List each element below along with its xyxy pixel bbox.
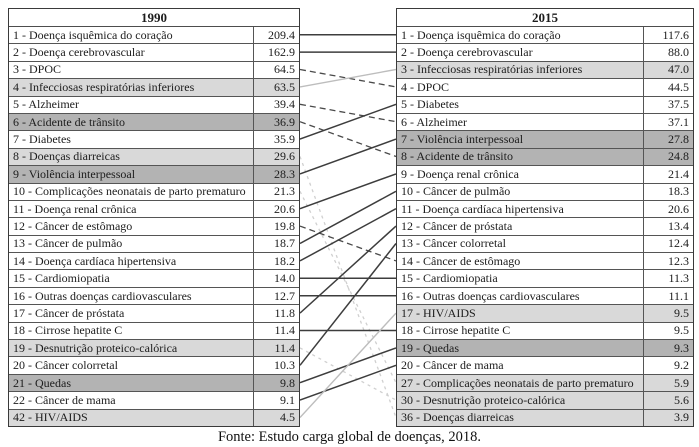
disease-label: 13 - Câncer de pulmão (9, 236, 254, 252)
disease-label: 7 - Violência interpessoal (397, 131, 644, 147)
connection-line (300, 122, 396, 157)
table-row (397, 166, 693, 183)
table-1990-header: 1990 (9, 9, 299, 27)
disease-value: 14.0 (274, 271, 295, 286)
table-row (397, 270, 693, 287)
connection-line (300, 313, 396, 417)
disease-label: 30 - Desnutrição proteico-calórica (397, 392, 644, 408)
disease-label: 20 - Câncer de mama (397, 357, 644, 373)
disease-value: 9.1 (280, 392, 295, 407)
table-row (397, 27, 693, 44)
disease-value: 88.0 (668, 45, 689, 60)
table-1990 (8, 8, 300, 427)
disease-label: 1 - Doença isquêmica do coração (397, 27, 644, 43)
disease-label: 6 - Acidente de trânsito (9, 114, 254, 130)
disease-label: 21 - Quedas (9, 375, 254, 391)
disease-label: 22 - Câncer de mama (9, 392, 254, 408)
disease-value: 27.8 (668, 132, 689, 147)
table-2015 (396, 8, 694, 427)
disease-value: 39.4 (274, 97, 295, 112)
connection-line (300, 139, 396, 174)
table-row (397, 253, 693, 270)
disease-label: 14 - Doença cardíaca hipertensiva (9, 253, 254, 269)
connection-line (300, 104, 396, 139)
table-row (397, 375, 693, 392)
disease-label: 12 - Câncer de estômago (9, 218, 254, 234)
disease-value: 11.4 (274, 323, 295, 338)
table-row (397, 218, 693, 235)
connection-line (300, 174, 396, 209)
disease-value: 11.3 (668, 271, 689, 286)
table-row (9, 410, 299, 426)
disease-value: 117.6 (662, 27, 689, 42)
table-row (9, 288, 299, 305)
table-row (397, 392, 693, 409)
table-row (9, 131, 299, 148)
table-row (397, 44, 693, 61)
table-row (397, 323, 693, 340)
disease-label: 36 - Doenças diarreicas (397, 410, 644, 426)
disease-value: 10.3 (274, 358, 295, 373)
disease-value: 12.4 (668, 236, 689, 251)
disease-label: 16 - Outras doenças cardiovasculares (397, 288, 644, 304)
table-row (397, 340, 693, 357)
table-row (9, 253, 299, 270)
table-row (9, 149, 299, 166)
disease-label: 27 - Complicações neonatais de parto prematuro (397, 375, 644, 391)
table-row (9, 323, 299, 340)
table-row (397, 410, 693, 426)
disease-label: 8 - Doenças diarreicas (9, 149, 254, 165)
disease-label: 2 - Doença cerebrovascular (9, 44, 254, 60)
disease-value: 11.4 (274, 340, 295, 355)
disease-value: 9.8 (280, 375, 295, 390)
disease-label: 19 - Desnutrição proteico-calórica (9, 340, 254, 356)
connection-line (300, 226, 396, 313)
disease-value: 24.8 (668, 149, 689, 164)
disease-value: 29.6 (274, 149, 295, 164)
disease-value: 11.8 (274, 305, 295, 320)
disease-label: 42 - HIV/AIDS (9, 410, 254, 426)
disease-value: 21.4 (668, 166, 689, 181)
disease-value: 5.9 (674, 375, 689, 390)
disease-label: 9 - Doença renal crônica (397, 166, 644, 182)
disease-value: 37.5 (668, 97, 689, 112)
disease-label: 16 - Outras doenças cardiovasculares (9, 288, 254, 304)
disease-label: 11 - Doença renal crônica (9, 201, 254, 217)
table-row (9, 44, 299, 61)
disease-value: 209.4 (268, 27, 295, 42)
disease-value: 47.0 (668, 62, 689, 77)
disease-value: 162.9 (268, 45, 295, 60)
table-row (9, 62, 299, 79)
table-row (9, 305, 299, 322)
table-2015-body (397, 27, 693, 426)
connection-line (300, 365, 396, 400)
disease-label: 5 - Alzheimer (9, 97, 254, 113)
table-row (9, 357, 299, 374)
disease-label: 15 - Cardiomiopatia (397, 270, 644, 286)
table-row (9, 236, 299, 253)
disease-label: 7 - Diabetes (9, 131, 254, 147)
table-row (9, 79, 299, 96)
table-row (9, 392, 299, 409)
table-row (397, 288, 693, 305)
table-row (9, 270, 299, 287)
disease-value: 12.3 (668, 253, 689, 268)
disease-value: 44.5 (668, 79, 689, 94)
table-row (397, 357, 693, 374)
disease-label: 13 - Câncer colorretal (397, 236, 644, 252)
disease-value: 9.2 (674, 358, 689, 373)
table-row (9, 97, 299, 114)
disease-label: 12 - Câncer de próstata (397, 218, 644, 234)
disease-value: 37.1 (668, 114, 689, 129)
disease-value: 5.6 (674, 392, 689, 407)
disease-value: 9.5 (674, 305, 689, 320)
connection-line (300, 209, 396, 261)
disease-label: 10 - Complicações neonatais de parto prematuro (9, 184, 254, 200)
disease-label: 3 - Infecciosas respiratórias inferiores (397, 62, 644, 78)
table-row (9, 375, 299, 392)
table-row (397, 97, 693, 114)
table-row (9, 166, 299, 183)
table-row (397, 79, 693, 96)
table-row (9, 114, 299, 131)
disease-label: 4 - DPOC (397, 79, 644, 95)
disease-label: 1 - Doença isquêmica do coração (9, 27, 254, 43)
table-row (397, 114, 693, 131)
disease-label: 17 - Câncer de próstata (9, 305, 254, 321)
table-row (397, 305, 693, 322)
disease-value: 18.7 (274, 236, 295, 251)
disease-value: 35.9 (274, 132, 295, 147)
disease-value: 9.3 (674, 340, 689, 355)
disease-label: 18 - Cirrose hepatite C (397, 323, 644, 339)
table-row (9, 184, 299, 201)
disease-label: 14 - Câncer de estômago (397, 253, 644, 269)
disease-label: 2 - Doença cerebrovascular (397, 44, 644, 60)
disease-value: 21.3 (274, 184, 295, 199)
table-row (397, 201, 693, 218)
disease-value: 11.1 (668, 288, 689, 303)
disease-value: 36.9 (274, 114, 295, 129)
connection-line (300, 348, 396, 400)
disease-label: 18 - Cirrose hepatite C (9, 323, 254, 339)
disease-label: 4 - Infecciosas respiratórias inferiores (9, 79, 254, 95)
source-caption: Fonte: Estudo carga global de doenças, 2018. (217, 429, 482, 445)
disease-label: 9 - Violência interpessoal (9, 166, 254, 182)
disease-value: 63.5 (274, 79, 295, 94)
table-row (397, 236, 693, 253)
disease-value: 13.4 (668, 218, 689, 233)
disease-label: 19 - Quedas (397, 340, 644, 356)
table-row (9, 218, 299, 235)
connection-line (300, 191, 396, 382)
disease-value: 12.7 (274, 288, 295, 303)
table-row (9, 201, 299, 218)
disease-value: 19.8 (274, 218, 295, 233)
disease-value: 9.5 (674, 323, 689, 338)
table-row (397, 131, 693, 148)
table-1990-body (9, 27, 299, 426)
table-2015-header: 2015 (397, 9, 693, 27)
disease-label: 3 - DPOC (9, 62, 254, 78)
connection-lines (300, 8, 396, 428)
disease-value: 3.9 (674, 410, 689, 425)
disease-value: 20.6 (668, 201, 689, 216)
disease-value: 18.2 (274, 253, 295, 268)
disease-value: 20.6 (274, 201, 295, 216)
disease-value: 18.3 (668, 184, 689, 199)
table-row (397, 184, 693, 201)
disease-label: 8 - Acidente de trânsito (397, 149, 644, 165)
connection-line (300, 226, 396, 261)
connection-line (300, 244, 396, 366)
disease-label: 10 - Câncer de pulmão (397, 184, 644, 200)
table-row (9, 27, 299, 44)
disease-label: 15 - Cardiomiopatia (9, 270, 254, 286)
table-row (397, 149, 693, 166)
disease-label: 20 - Câncer colorretal (9, 357, 254, 373)
disease-value: 64.5 (274, 62, 295, 77)
disease-label: 17 - HIV/AIDS (397, 305, 644, 321)
disease-label: 5 - Diabetes (397, 97, 644, 113)
table-row (397, 62, 693, 79)
disease-label: 11 - Doença cardíaca hipertensiva (397, 201, 644, 217)
table-row (9, 340, 299, 357)
disease-value: 4.5 (280, 410, 295, 425)
disease-value: 28.3 (274, 166, 295, 181)
connection-line (300, 191, 396, 243)
disease-label: 6 - Alzheimer (397, 114, 644, 130)
connection-line (300, 104, 396, 121)
